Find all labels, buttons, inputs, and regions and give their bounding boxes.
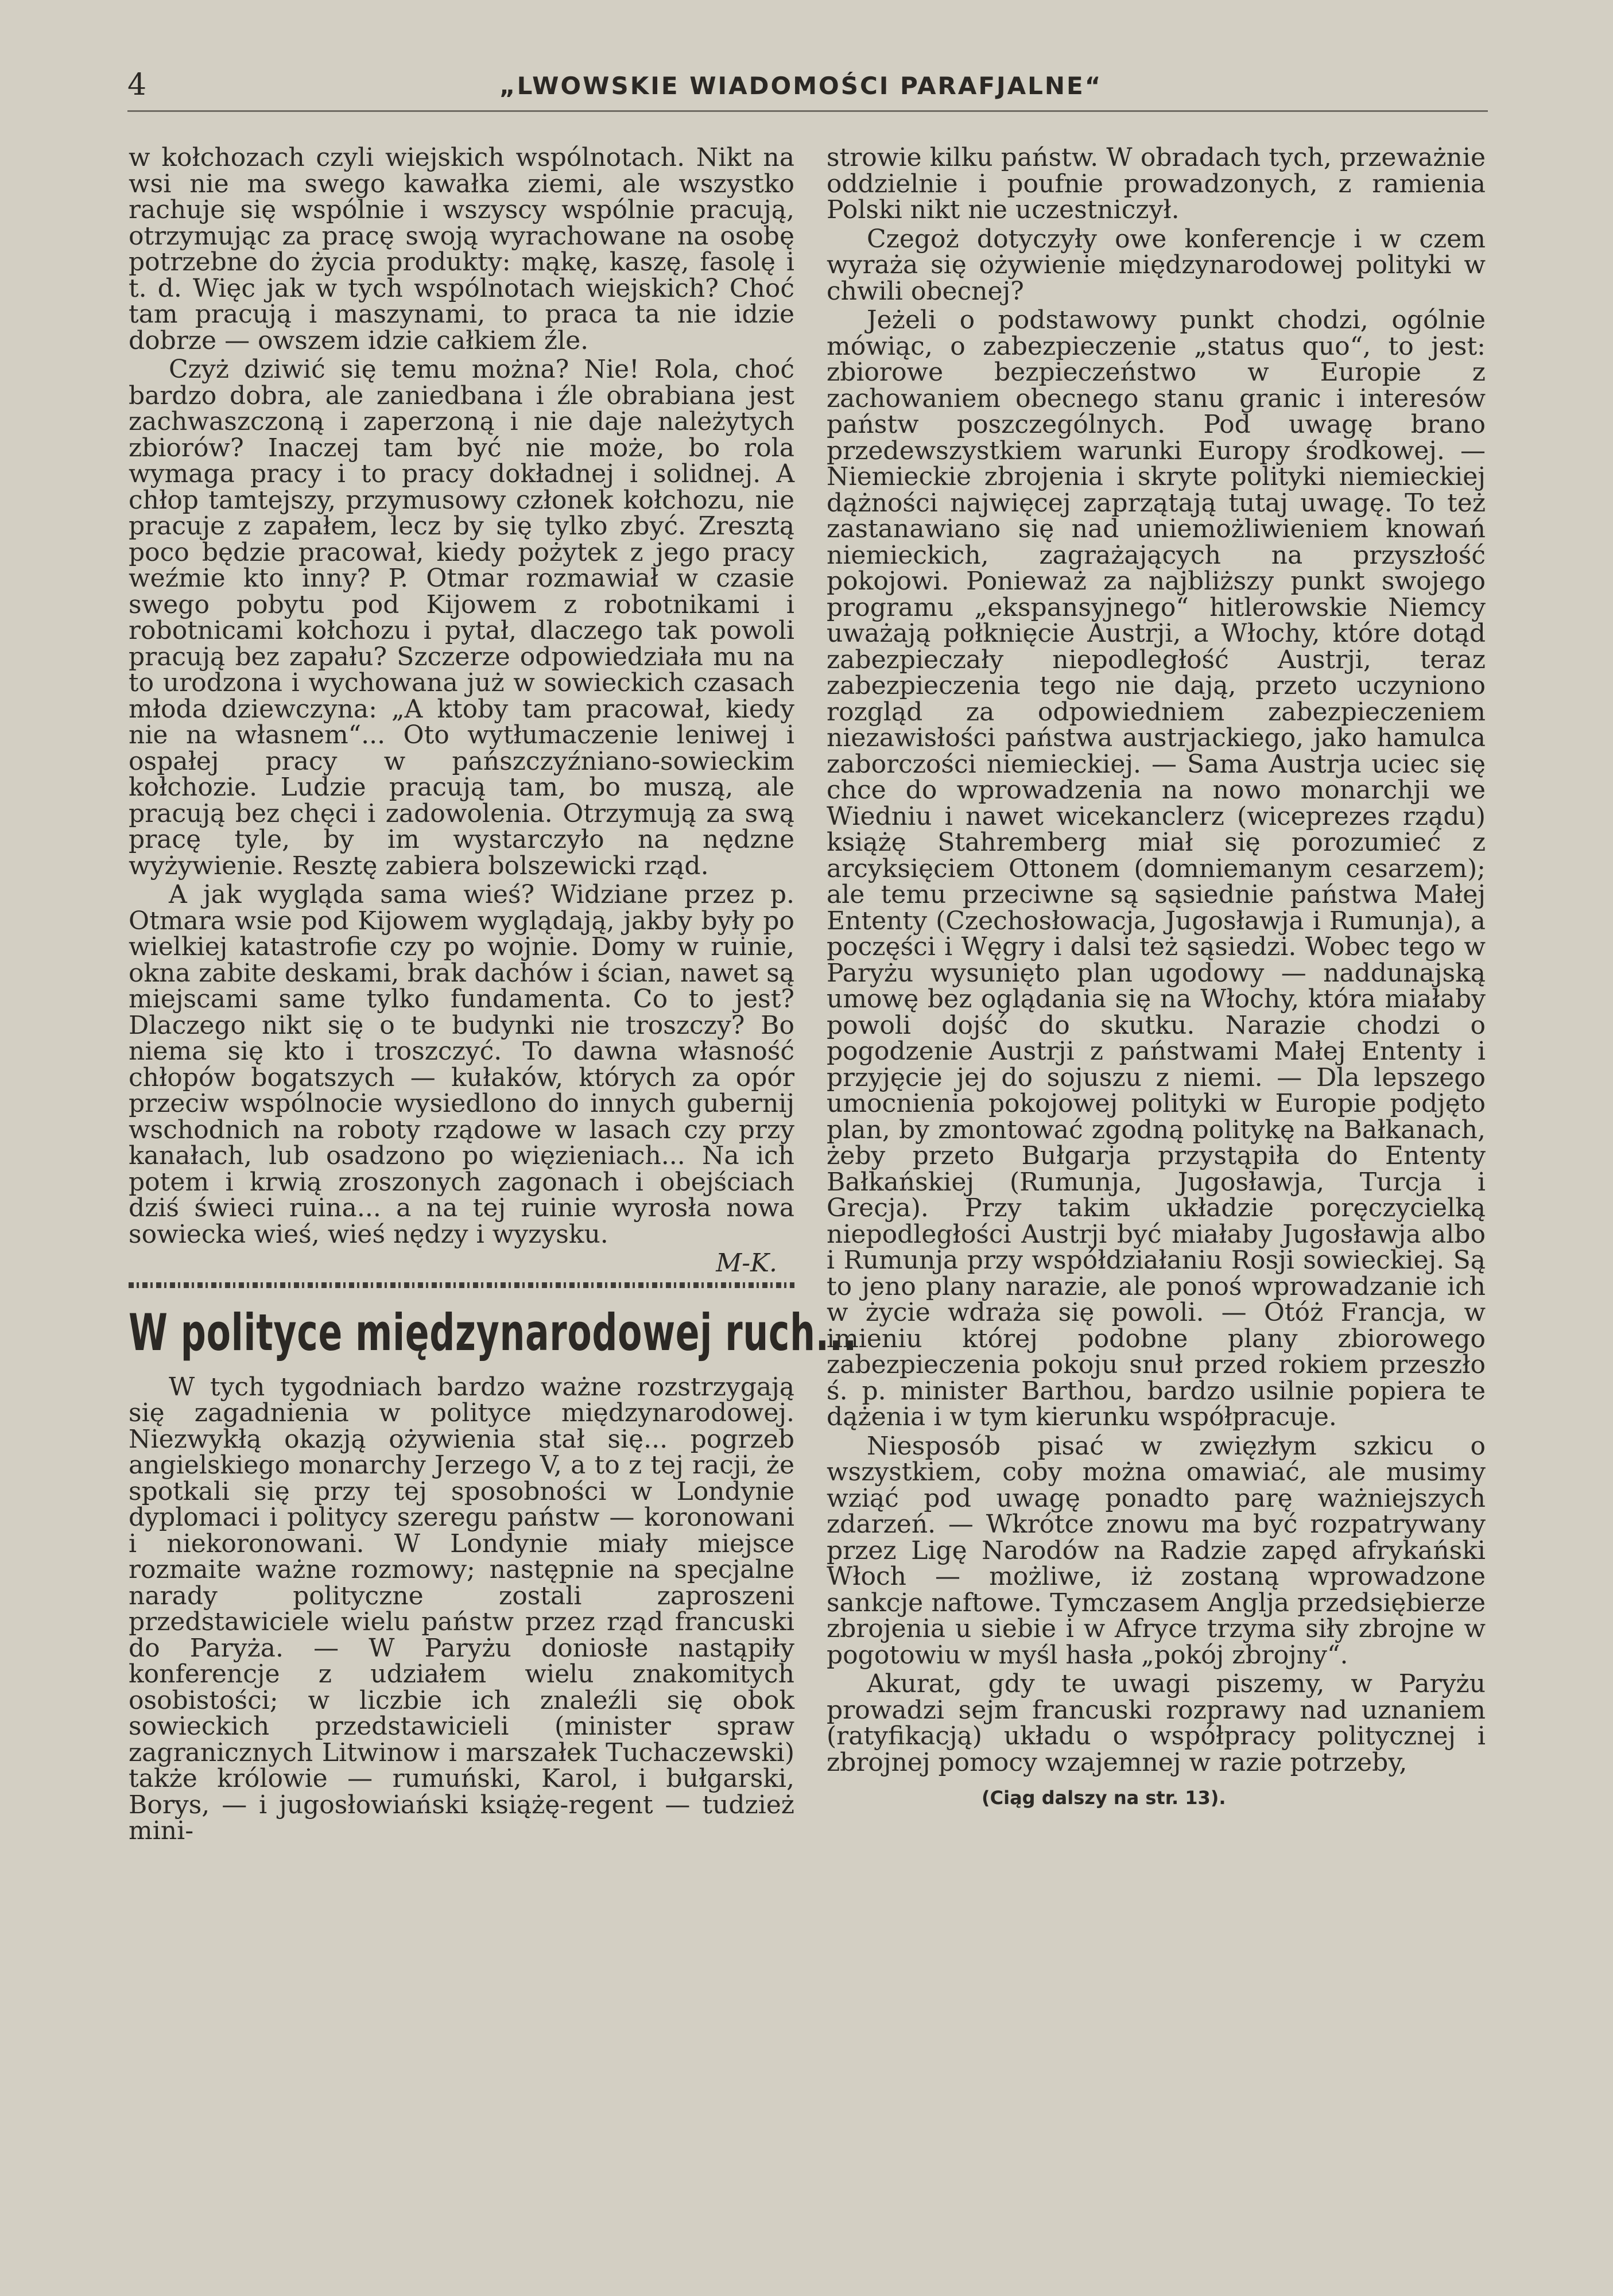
continued-note: (Ciąg dalszy na str. 13). (982, 1787, 1226, 1809)
article2-paragraph: Czegoż dotyczyły owe konferencje i w czem wyraża się ożywienie międzynarodowej polityki w chwili obecnej? (827, 224, 1486, 306)
article1-paragraph: w kołchozach czyli wiejskich wspólnotach. Nikt na wsi nie ma swego kawałka ziemi, ale wszystko rachuje się wspólnie i wszyscy wspólnie pracują, otrzymując za pracę swoją wyrachowane na osobę potrzebne do życia produkty: mąkę, kaszę, fasolę i t. d. Więc jak w tych wspólnotach wiejskich? Choć tam pracują i maszynami, to praca ta nie idzie dobrze — owszem idzie całkiem źle. (129, 143, 794, 355)
article2-paragraph: W tych tygodniach bardzo ważne rozstrzygają się zagadnienia w polityce międzynarodowej. Niezwykłą okazją ożywienia stał się... pogrzeb angielskiego monarchy Jerzego V, a to z tej racji, że spotkali się przy tej sposobności w Londynie dyplomaci i politycy szeregu państw — koronowani i niekoronowani. W Londynie miały miejsce rozmaite ważne rozmowy; następnie na specjalne narady polityczne zostali zaproszeni przedstawiciele wielu państw przez rząd francuski do Paryża. — W Paryżu doniosłe nastąpiły konferencje z udziałem wielu znakomitych osobistości; w liczbie ich znaleźli się obok sowieckich przedstawicieli (minister spraw zagranicznych Litwinow i marszałek Tuchaczewski) także królowie — rumuński, Karol, i bułgarski, Borys, — i jugosłowiański książę-regent — tudzież mini- (129, 1372, 794, 1845)
article1-paragraph: A jak wygląda sama wieś? Widziane przez p. Otmara wsie pod Kijowem wyglądają, jakby były po wielkiej katastrofie czy po wojnie. Domy w ruinie, okna zabite deskami, brak dachów i ścian, nawet są miejscami same tylko fundamenta. Co to jest? Dlaczego nikt się o te budynki nie troszczy? Bo niema się kto i troszczyć. To dawna własność chłopów bogatszych — kułaków, których za opór przeciw wspólnocie wysiedlono do innych gubernij wschodnich na roboty rządowe w lasach czy przy kanałach, lub osadzono po więzieniach... Na ich potem i krwią zroszonych zagonach i obejściach dziś świeci ruina... a na tej ruinie wyrosła nowa sowiecka wieś, wieś nędzy i wyzysku. (129, 880, 794, 1249)
right-column (827, 145, 1486, 1812)
article2-paragraph: Niesposób pisać w zwięzłym szkicu o wszystkiem, coby można omawiać, ale musimy wziąć pod uwagę ponadto parę ważniejszych zdarzeń. — Wkrótce znowu ma być rozpatrywany przez Ligę Narodów na Radzie zapęd afrykański Włoch — możliwe, iż zostaną wprowadzone sankcje naftowe. Tymczasem Anglja przedsiębierze zbrojenia u siebie i w Afryce trzyma siły zbrojne w pogotowiu w myśl hasła „pokój zbrojny“. (827, 1431, 1486, 1670)
article1-paragraph: Czyż dziwić się temu można? Nie! Rola, choć bardzo dobra, ale zaniedbana i źle obrabiana jest zachwaszczoną i zaperzoną i nie daje należytych zbiorów? Inaczej tam być nie może, bo rola wymaga pracy i to pracy dokładnej i solidnej. A chłop tamtejszy, przymusowy członek kołchozu, nie pracuje z zapałem, lecz by się tylko zbyć. Zresztą poco będzie pracował, kiedy pożytek z jego pracy weźmie kto inny? P. Otmar rozmawiał w czasie swego pobytu pod Kijowem z robotnikami i robotnicami kołchozu i pytał, dlaczego tak powoli pracują bez zapału? Szczerze odpowiedziała mu na to urodzona i wychowana już w sowieckich czasach młoda dziewczyna: „A ktoby tam pracował, kiedy nie na własnem“... Oto wytłumaczenie leniwej i ospałej pracy w pańszczyźniano-sowieckim kołchozie. Ludzie pracują tam, bo muszą, ale pracują bez chęci i zadowolenia. Otrzymują za swą pracę tyle, by im wystarczyło na nędzne wyżywienie. Resztę zabiera bolszewicki rząd. (129, 355, 794, 881)
page-number: 4 (127, 68, 147, 102)
article2-paragraph: Akurat, gdy te uwagi piszemy, w Paryżu prowadzi sejm francuski rozprawy nad uznaniem (ratyfikacją) układu o współpracy politycznej i zbrojnej pomocy wzajemnej w razie potrzeby, (827, 1669, 1486, 1777)
running-head-title: „LWOWSKIE WIADOMOŚCI PARAFJALNE“ (499, 72, 1103, 100)
article2-title: W polityce międzynarodowej ruch... (129, 1302, 857, 1362)
left-column (129, 143, 857, 1847)
article1-signature: M-K. (716, 1248, 777, 1278)
article2-paragraph: Jeżeli o podstawowy punkt chodzi, ogólnie mówiąc, o zabezpieczenie „status quo“, to jest: zbiorowe bezpieczeństwo w Europie z zachowaniem obecnego stanu granic i interesów państw poszczególnych. Pod uwagę brano przedewszystkiem warunki Europy środkowej. — Niemieckie zbrojenia i skryte polityki niemieckiej dążności najwięcej zaprzątają tutaj uwagę. To też zastanawiano się nad uniemożliwieniem knowań niemieckich, zagrażających na przyszłość pokojowi. Ponieważ za najbliższy punkt swojego programu „ekspansyjnego“ hitlerowskie Niemcy uważają połknięcie Austrji, a Włochy, które dotąd zabezpieczały niepodległość Austrji, teraz zabezpieczenia tego nie dają, przeto uczyniono rozgląd za odpowiedniem zabezpieczeniem niezawisłości państwa austrjackiego, jako hamulca zaborczości niemieckiej. — Sama Austrja uciec się chce do wprowadzenia na nowo monarchji we Wiedniu i nawet wicekanclerz (wiceprezes rządu) książę Stahremberg miał się porozumieć z arcyksięciem Ottonem (domniemanym cesarzem); ale temu przeciwne są sąsiednie państwa Małej Ententy (Czechosłowacja, Jugosławja i Rumunja), a poczęści i Węgry i dalsi też sąsiedzi. Wobec tego w Paryżu wysunięto plan ugodowy — naddunajską umowę bez oglądania się na Włochy, która miałaby powoli dojść do skutku. Narazie chodzi o pogodzenie Austrji z państwami Małej Ententy i przyjęcie jej do sojuszu z niemi. — Dla lepszego umocnienia pokojowej polityki w Europie podjęto plan, by zmontować zgodną politykę na Bałkanach, żeby przeto Bułgarja przystąpiła do Ententy Bałkańskiej (Rumunja, Jugosławja, Turcja i Grecja). Przy takim układzie poręczycielką niepodległości Austrji być miałaby Jugosławja albo i Rumunja przy współdziałaniu Rosji sowieckiej. Są to jeno plany narazie, ale ponoś wprowadzanie ich w życie wdraża się powoli. — Otóż Francja, w imieniu której podobne plany zbiorowego zabezpieczenia pokoju snuł przed rokiem przeszło ś. p. minister Barthou, bardzo usilnie popiera te dążenia i w tym kierunku współpracuje. (827, 305, 1486, 1432)
ornamental-divider (129, 1282, 794, 1288)
article2-paragraph: strowie kilku państw. W obradach tych, przeważnie oddzielnie i poufnie prowadzonych, z ramienia Polski nikt nie uczestniczył. (827, 143, 1486, 224)
header-rule (127, 110, 1488, 112)
